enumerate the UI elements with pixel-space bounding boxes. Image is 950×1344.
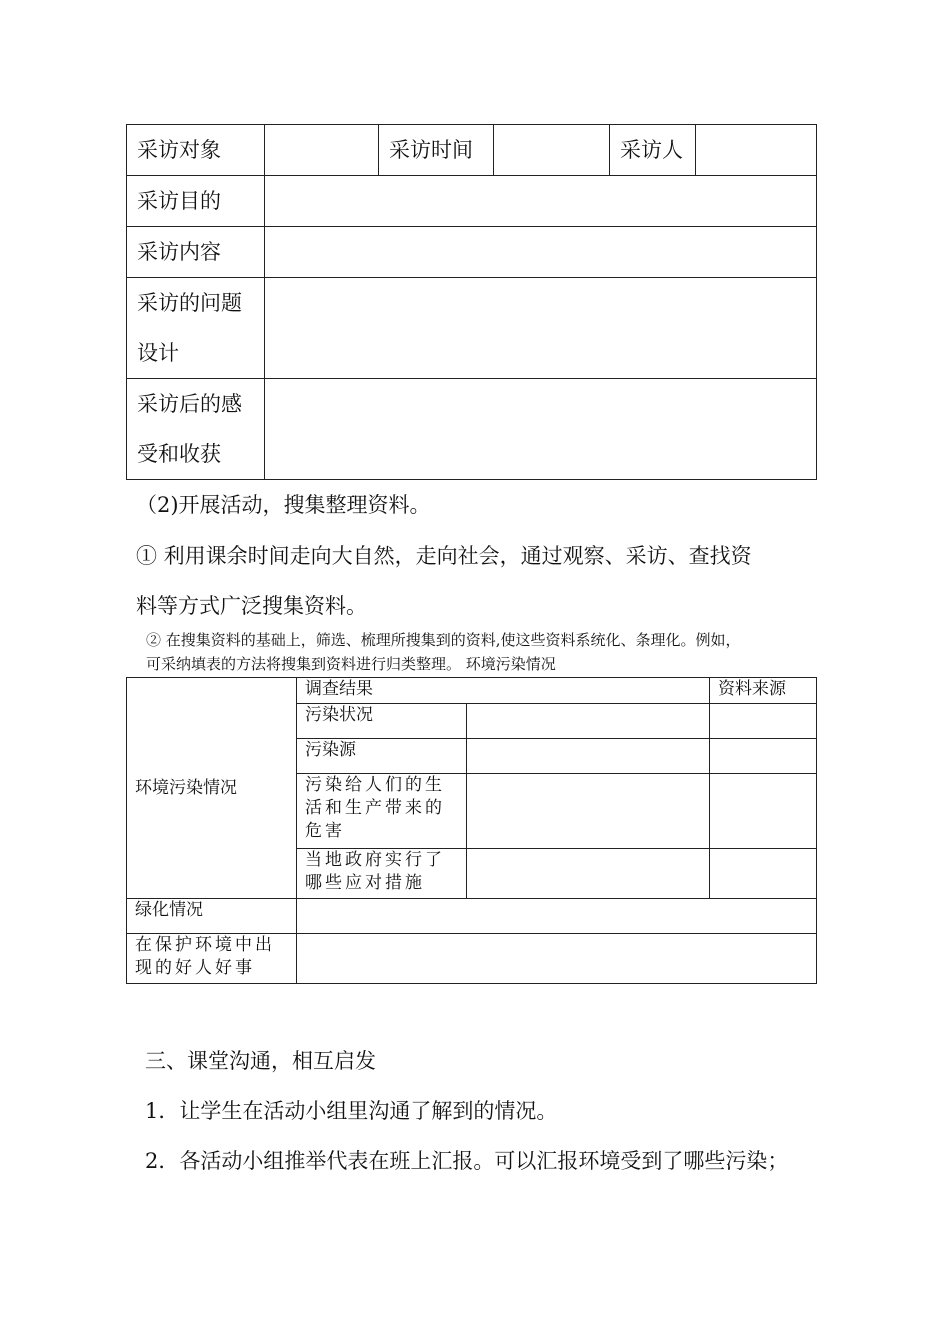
government-measures-label: 当地政府实行了 哪些应对措施: [297, 849, 467, 899]
pollution-source-label: 污染源: [297, 739, 467, 774]
pollution-harm-label: 污染给人们的生 活和生产带来的 危害: [297, 774, 467, 849]
pollution-table: [126, 677, 817, 984]
result-header: 调查结果: [297, 678, 710, 704]
interviewer-label: 采访人: [610, 125, 696, 176]
interview-purpose-label: 采访目的: [127, 176, 265, 227]
interview-questions-cell[interactable]: [265, 278, 817, 379]
pollution-harm-source-cell[interactable]: [710, 774, 817, 849]
item2-line1: ② 在搜集资料的基础上，筛选、梳理所搜集到的资料,使这些资料系统化、条理化。例如，: [146, 631, 741, 649]
interview-object-label: 采访对象: [127, 125, 265, 176]
pollution-harm-cell[interactable]: [467, 774, 710, 849]
greening-label: 绿化情况: [127, 899, 297, 934]
interviewer-cell[interactable]: [696, 125, 817, 176]
source-header: 资料来源: [710, 678, 817, 704]
interview-table: [126, 124, 817, 480]
step2-heading: （2)开展活动，搜集整理资料。: [136, 493, 431, 517]
good-deeds-cell[interactable]: [297, 934, 817, 984]
pollution-status-cell[interactable]: [467, 704, 710, 739]
section3-item1: 1．让学生在活动小组里沟通了解到的情况。: [145, 1099, 558, 1123]
interview-time-label: 采访时间: [379, 125, 494, 176]
interview-object-cell[interactable]: [265, 125, 379, 176]
section3-item2: 2．各活动小组推举代表在班上汇报。可以汇报环境受到了哪些污染；: [145, 1149, 789, 1173]
good-deeds-label: 在保护环境中出 现的好人好事: [127, 934, 297, 984]
interview-questions-label: 采访的问题 设计: [127, 278, 265, 379]
item2-line2: 可采纳填表的方法将搜集到资料进行归类整理。 环境污染情况: [146, 655, 556, 673]
interview-content-label: 采访内容: [127, 227, 265, 278]
interview-purpose-cell[interactable]: [265, 176, 817, 227]
interview-content-cell[interactable]: [265, 227, 817, 278]
government-measures-cell[interactable]: [467, 849, 710, 899]
interview-feelings-label: 采访后的感 受和收获: [127, 379, 265, 480]
item1-line1: ① 利用课余时间走向大自然，走向社会，通过观察、采访、查找资: [136, 544, 752, 568]
pollution-status-source-cell[interactable]: [710, 704, 817, 739]
item1-line2: 料等方式广泛搜集资料。: [136, 594, 367, 618]
pollution-source-source-cell[interactable]: [710, 739, 817, 774]
pollution-source-cell[interactable]: [467, 739, 710, 774]
pollution-status-label: 污染状况: [297, 704, 467, 739]
pollution-group-label: 环境污染情况: [127, 678, 297, 899]
government-measures-source-cell[interactable]: [710, 849, 817, 899]
interview-time-cell[interactable]: [494, 125, 610, 176]
interview-feelings-cell[interactable]: [265, 379, 817, 480]
section3-heading: 三、课堂沟通，相互启发: [145, 1049, 376, 1073]
greening-cell[interactable]: [297, 899, 817, 934]
